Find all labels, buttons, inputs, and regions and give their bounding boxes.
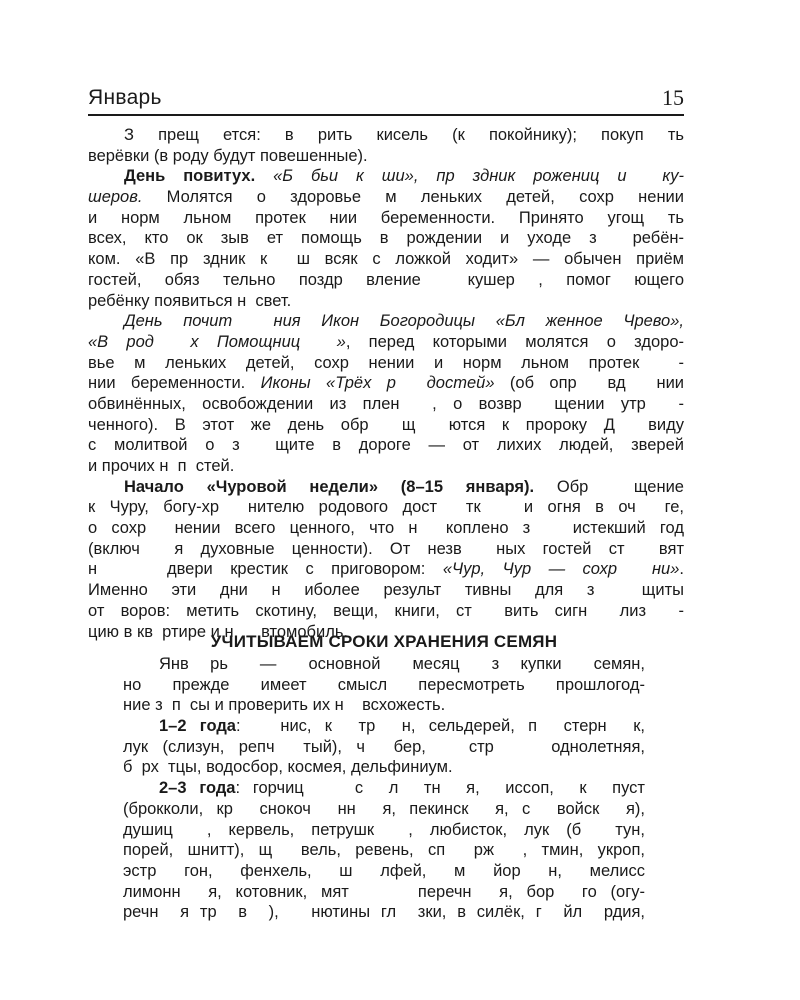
paragraph-icons [88, 311, 684, 477]
paragraph-chur-week [88, 477, 684, 643]
text-line [88, 477, 684, 498]
text-line [88, 332, 684, 353]
text-line: обвинённых, освобождении из плен , о возвр щении утр - [88, 394, 684, 413]
text-line: и прочих н п стей. [88, 457, 235, 475]
page-number: 15 [662, 85, 684, 110]
text-line: и норм льном протек нии беременности. Принято угощ ть [88, 208, 684, 227]
section-title: УЧИТЫВАЕМ СРОКИ ХРАНЕНИЯ СЕМЯН [210, 632, 558, 651]
main-text [88, 125, 684, 642]
text-line [123, 778, 645, 799]
text-fragment: : горчиц с л тн я, иссоп, к пуст [235, 779, 645, 798]
text-line: Именно эти дни н иболее результ тивны для з щиты [88, 581, 684, 600]
text-line: всех, кто ок зыв ет помощь в рождении и уходе з ребён- [88, 229, 684, 248]
text-fragment: . [679, 560, 684, 579]
text-line: порей, шнитт), щ вель, ревень, сп рж , тмин, укроп, [123, 841, 645, 860]
paragraph-midwives-day [88, 166, 684, 311]
text-line: б рх тцы, водосбор, космея, дельфиниум. [123, 758, 453, 777]
text-line: с молитвой о з щите в дороге — от лихих людей, зверей [88, 436, 684, 455]
text-fragment: нии беременности. [88, 374, 261, 393]
text-fragment: Обр щение [534, 477, 684, 496]
italic-phrase: шеров. [88, 188, 143, 207]
text-line: День почит ния Икон Богородицы «Бл женное Чрево», [124, 312, 684, 331]
italic-phrase: «Б бьи к ши», пр здник рожениц и ку- [273, 167, 684, 186]
group-label-1-2-years: 1–2 года [159, 717, 236, 736]
text-line [88, 373, 684, 394]
text-line [123, 716, 645, 737]
italic-phrase: Иконы «Трёх р достей» [260, 374, 495, 393]
text-line: вье м леньких детей, сохр нении и норм льном протек - [88, 353, 684, 372]
text-line: ребёнку появиться н свет. [88, 291, 292, 310]
text-line [88, 559, 684, 580]
seed-storage-section [123, 630, 645, 923]
italic-phrase: «В род х Помощниц » [88, 332, 346, 351]
text-line: Янв рь — основной месяц з купки семян, [159, 655, 645, 673]
text-line: эстр гон, фенхель, ш лфей, м йор н, мелисс [123, 861, 645, 880]
heading-midwives-day: День повитух. [124, 167, 256, 186]
text-line: лимонн я, котовник, мят перечн я, бор го (огу- [123, 882, 645, 901]
text-line: верёвки (в роду будут повешенные). [88, 146, 368, 165]
text-fragment: (об опр вд нии [494, 374, 685, 393]
text-line: ком. «В пр здник к ш всяк с ложкой ходит» — обычен приём [88, 250, 684, 269]
text-line: речн я тр в ), нютины гл зки, в силёк, г йл рдия, [123, 903, 645, 922]
text-line: но прежде имеет смысл пересмотреть прошлогод- [123, 675, 645, 694]
page-header [88, 84, 684, 116]
text-line: ченного). В этот же день обр щ ются к пророку Д виду [88, 415, 684, 434]
text-line: (включ я духовные ценности). От незв ных гостей ст вят [88, 539, 684, 558]
text-line: лук (слизун, репч тый), ч бер, стр однолетняя, [123, 737, 645, 756]
italic-phrase: «Чур, Чур — сохр ни» [442, 560, 680, 579]
text-line: к Чуру, богу-хр нителю родового дост тк и огня в оч ге, [88, 498, 684, 517]
running-head-month: Январь [88, 86, 162, 109]
text-fragment: Молятся о здоровье м леньких детей, сохр нении [142, 188, 684, 207]
text-line: о сохр нении всего ценного, что н коплено з истекший год [88, 519, 684, 538]
heading-chur-week: Начало «Чуровой недели» (8–15 января). [124, 477, 535, 496]
paragraph-prohibitions [88, 125, 684, 166]
text-line: З прещ ется: в рить кисель (к покойнику); покуп ть [124, 126, 684, 144]
group-label-2-3-years: 2–3 года [159, 779, 236, 798]
text-line: цию в кв ртире и н втомобиль. [88, 622, 349, 641]
section-body [123, 654, 645, 923]
text-line: от воров: метить скотину, вещи, книги, ст вить сигн лиз - [88, 601, 684, 620]
text-fragment: , перед которыми молятся о здоро- [345, 332, 684, 351]
text-fragment: н двери крестик с приговором: [88, 560, 443, 579]
text-line [88, 166, 684, 187]
text-line: душиц , кервель, петрушк , любисток, лук (б тун, [123, 820, 645, 839]
text-line: гостей, обяз тельно поздр вление кушер , помог ющего [88, 270, 684, 289]
text-line: ние з п сы и проверить их н всхожесть. [123, 696, 446, 715]
text-fragment: : нис, к тр н, сельдерей, п стерн к, [235, 717, 645, 736]
text-line: (брокколи, кр снокоч нн я, пекинск я, с войск я), [123, 799, 645, 818]
text-line [88, 187, 684, 208]
